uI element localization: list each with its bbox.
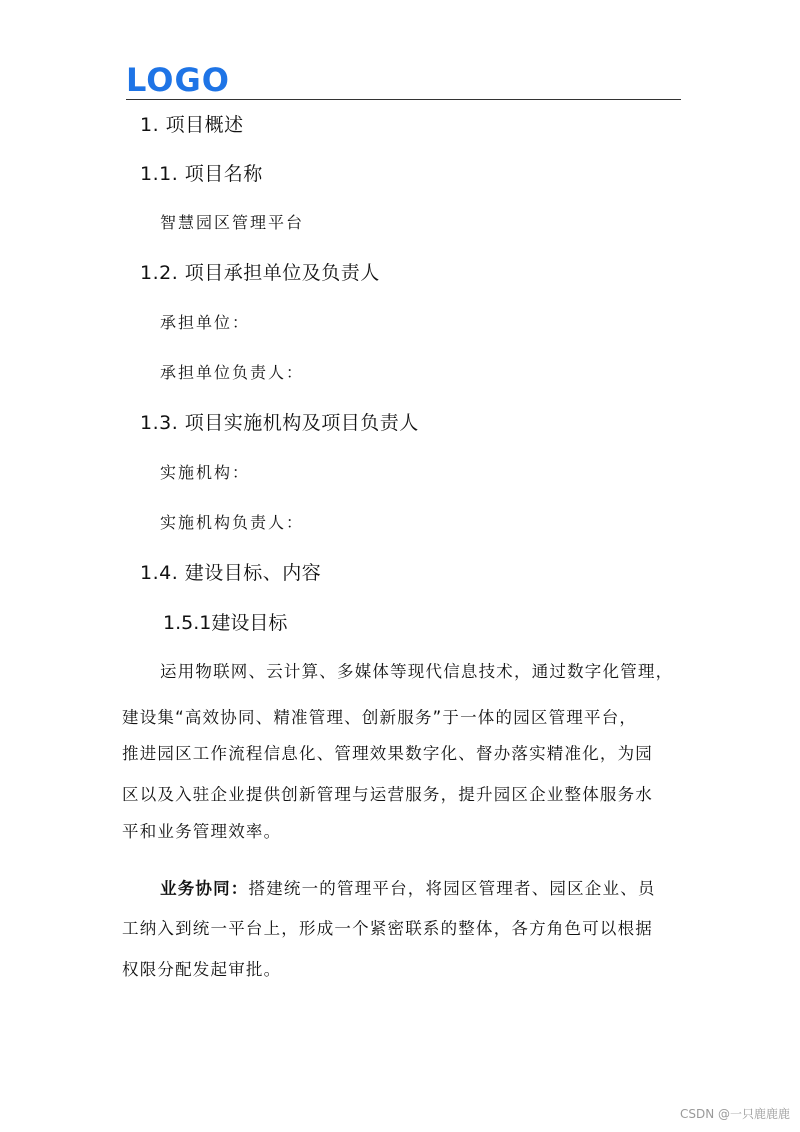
- undertaking-unit-leader-text: 承担单位负责人：: [160, 363, 305, 382]
- paragraph-line: 推进园区工作流程信息化、管理效果数字化、督办落实精准化，为园: [122, 744, 653, 763]
- logo: LOGO: [126, 61, 230, 99]
- paragraph-line: 运用物联网、云计算、多媒体等现代信息技术，通过数字化管理，: [160, 662, 674, 681]
- paragraph-line: 权限分配发起审批。: [122, 960, 282, 979]
- paragraph-line: 工纳入到统一平台上，形成一个紧密联系的整体，各方角色可以根据: [122, 919, 653, 938]
- heading-implementing-agency: 1.3. 项目实施机构及项目负责人: [140, 412, 419, 434]
- heading-construction-objective: 1.5.1建设目标: [163, 612, 288, 634]
- paragraph-line: 平和业务管理效率。: [122, 822, 282, 841]
- paragraph-line: [160, 877, 656, 901]
- paragraph-text: 搭建统一的管理平台，将园区管理者、园区企业、员: [248, 879, 656, 898]
- project-name-text: 智慧园区管理平台: [160, 213, 305, 232]
- paragraph-line: 建设集“高效协同、精准管理、创新服务”于一体的园区管理平台，: [122, 708, 638, 727]
- heading-project-overview: 1. 项目概述: [140, 114, 244, 136]
- heading-construction-goals: 1.4. 建设目标、内容: [140, 562, 322, 584]
- paragraph-line: 区以及入驻企业提供创新管理与运营服务，提升园区企业整体服务水: [122, 785, 653, 804]
- heading-undertaking-unit: 1.2. 项目承担单位及负责人: [140, 262, 380, 284]
- undertaking-unit-text: 承担单位：: [160, 313, 251, 332]
- heading-project-name: 1.1. 项目名称: [140, 163, 263, 185]
- header-divider: [126, 99, 681, 100]
- implementing-agency-text: 实施机构：: [160, 463, 251, 482]
- business-collaboration-label: 业务协同：: [160, 879, 249, 898]
- implementing-agency-leader-text: 实施机构负责人：: [160, 513, 305, 532]
- watermark: CSDN @一只鹿鹿鹿: [679, 1107, 790, 1121]
